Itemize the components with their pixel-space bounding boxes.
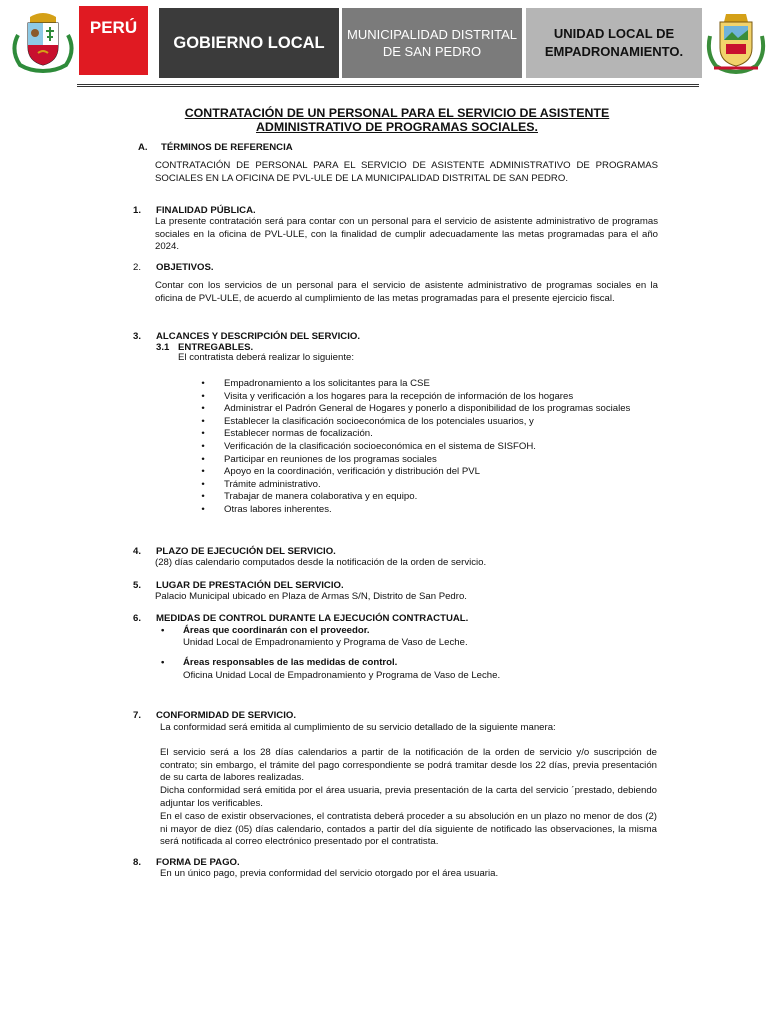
bullet-icon: •: [201, 390, 205, 402]
section-6-a-text: Unidad Local de Empadronamiento y Programa de Vaso de Leche.: [183, 637, 468, 648]
peru-label: PERÚ: [79, 6, 148, 75]
list-item-text: Verificación de la clasificación socioeconómica en el sistema de SISFOH.: [224, 440, 536, 452]
section-1-number: 1.: [133, 205, 142, 216]
list-item: [198, 403, 658, 416]
section-7-heading: CONFORMIDAD DE SERVICIO.: [156, 710, 297, 721]
bullet-icon: •: [201, 491, 205, 503]
list-item: [198, 491, 658, 504]
unidad-local-label: UNIDAD LOCAL DE EMPADRONAMIENTO.: [526, 8, 702, 78]
municipalidad-label: MUNICIPALIDAD DISTRITAL DE SAN PEDRO: [342, 8, 522, 78]
list-item: [198, 416, 658, 429]
section-4-text: (28) días calendario computados desde la notificación de la orden de servicio.: [155, 557, 487, 568]
section-3-1-heading: ENTREGABLES.: [178, 342, 254, 353]
section-3-1-number: 3.1: [156, 342, 170, 353]
section-4-heading: PLAZO DE EJECUCIÓN DEL SERVICIO.: [156, 546, 336, 557]
deliverables-list: [198, 378, 658, 517]
list-item-text: Trámite administrativo.: [224, 478, 321, 490]
bullet-icon: •: [201, 440, 205, 452]
section-1-text: La presente contratación será para contar con un personal para el servicio de asistente administrativo de programas sociales en la oficina de PVL-ULE, con la finalidad de cumplir adecuadamente las metas programadas para el año 2024.: [155, 216, 658, 253]
bullet-icon: •: [201, 503, 205, 515]
list-item: [198, 391, 658, 404]
section-8-text: En un único pago, previa conformidad del servicio otorgado por el área usuaria.: [160, 868, 499, 879]
section-5-heading: LUGAR DE PRESTACIÓN DEL SERVICIO.: [156, 580, 344, 591]
section-7-number: 7.: [133, 710, 142, 721]
bullet-icon: •: [201, 466, 205, 478]
bullet-icon: •: [161, 625, 165, 636]
list-item-text: Otras labores inherentes.: [224, 503, 332, 515]
bullet-icon: •: [201, 453, 205, 465]
section-4-number: 4.: [133, 546, 142, 557]
bullet-icon: •: [201, 403, 205, 415]
section-2-number: 2.: [133, 262, 142, 273]
section-6-number: 6.: [133, 613, 142, 624]
section-a-text: CONTRATACIÓN DE PERSONAL PARA EL SERVICIO DE ASISTENTE ADMINISTRATIVO DE PROGRAMAS SOCIALES EN LA OFICINA DE PVL-ULE DE LA MUNICIPALIDAD DISTRITAL DE SAN PEDRO.: [155, 160, 658, 184]
section-6-a-heading: Áreas que coordinarán con el proveedor.: [183, 625, 370, 636]
section-7-p2: El servicio será a los 28 días calendarios a partir de la notificación de la orden de servicio y/o suscripción de contrato; sin embargo, el trámite del pago correspondiente se podrá tramitar desde los 22 días, previa presentación de su carta de labores realizadas.: [160, 747, 657, 784]
section-6-b-text: Oficina Unidad Local de Empadronamiento y Programa de Vaso de Leche.: [183, 670, 501, 681]
municipal-crest-icon: [702, 8, 768, 76]
bullet-icon: •: [201, 428, 205, 440]
list-item-text: Establecer normas de focalización.: [224, 428, 373, 440]
section-7-p3: Dicha conformidad será emitida por el área usuaria, previa presentación de la carta del servicio ´prestado, debiendo adjuntar los verificables.: [160, 785, 657, 809]
list-item-text: Apoyo en la coordinación, verificación y distribución del PVL: [224, 466, 480, 478]
list-item: [198, 441, 658, 454]
list-item-text: Visita y verificación a los hogares para la recepción de información de los hogares: [224, 390, 574, 402]
section-7-p4: En el caso de existir observaciones, el contratista deberá proceder a su absolución en un plazo no menor de dos (2) ni mayor de diez (05) días calendario, contados a partir del día siguiente de notificado las observaciones, la misma será notificada al correo electrónico presentado por el contratista.: [160, 811, 657, 848]
section-5-text: Palacio Municipal ubicado en Plaza de Armas S/N, Distrito de San Pedro.: [155, 591, 467, 602]
bullet-icon: •: [201, 478, 205, 490]
list-item: [198, 504, 658, 517]
section-a-heading: TÉRMINOS DE REFERENCIA: [161, 142, 293, 153]
list-item: [198, 466, 658, 479]
bullet-icon: •: [201, 378, 205, 389]
bullet-icon: •: [161, 657, 165, 668]
section-7-p1: La conformidad será emitida al cumplimiento de su servicio detallado de la siguiente manera:: [160, 722, 556, 733]
header-rule: [77, 84, 699, 85]
section-1-heading: FINALIDAD PÚBLICA.: [156, 205, 256, 216]
header-rule: [77, 86, 699, 87]
gobierno-local-label: GOBIERNO LOCAL: [159, 8, 339, 78]
list-item-text: Administrar el Padrón General de Hogares y ponerlo a disponibilidad de los programas sociales: [224, 403, 631, 415]
list-item-text: Participar en reuniones de los programas sociales: [224, 453, 437, 465]
section-6-b-heading: Áreas responsables de las medidas de control.: [183, 657, 398, 668]
section-2-heading: OBJETIVOS.: [156, 262, 214, 273]
list-item: [198, 378, 658, 391]
section-3-heading: ALCANCES Y DESCRIPCIÓN DEL SERVICIO.: [156, 331, 360, 342]
section-3-1-intro: El contratista deberá realizar lo siguiente:: [178, 352, 354, 363]
bullet-icon: •: [201, 415, 205, 427]
section-2-text: Contar con los servicios de un personal para el servicio de asistente administrativo de programas sociales en la oficina de PVL-ULE, de acuerdo al cumplimiento de las metas programadas para el presente ejercicio fiscal.: [155, 280, 658, 304]
list-item-text: Empadronamiento a los solicitantes para la CSE: [224, 378, 430, 389]
section-8-heading: FORMA DE PAGO.: [156, 857, 240, 868]
peru-coat-of-arms-icon: [8, 5, 78, 75]
list-item-text: Trabajar de manera colaborativa y en equipo.: [224, 491, 418, 503]
list-item-text: Establecer la clasificación socioeconómica de los potenciales usuarios, y: [224, 415, 534, 427]
section-3-number: 3.: [133, 331, 142, 342]
document-title: CONTRATACIÓN DE UN PERSONAL PARA EL SERVICIO DE ASISTENTE ADMINISTRATIVO DE PROGRAMAS SOCIALES.: [184, 106, 610, 134]
list-item: [198, 454, 658, 467]
section-a-label: A.: [138, 142, 148, 153]
section-8-number: 8.: [133, 857, 142, 868]
section-5-number: 5.: [133, 580, 142, 591]
list-item: [198, 428, 658, 441]
list-item: [198, 479, 658, 492]
section-6-heading: MEDIDAS DE CONTROL DURANTE LA EJECUCIÓN CONTRACTUAL.: [156, 613, 469, 624]
